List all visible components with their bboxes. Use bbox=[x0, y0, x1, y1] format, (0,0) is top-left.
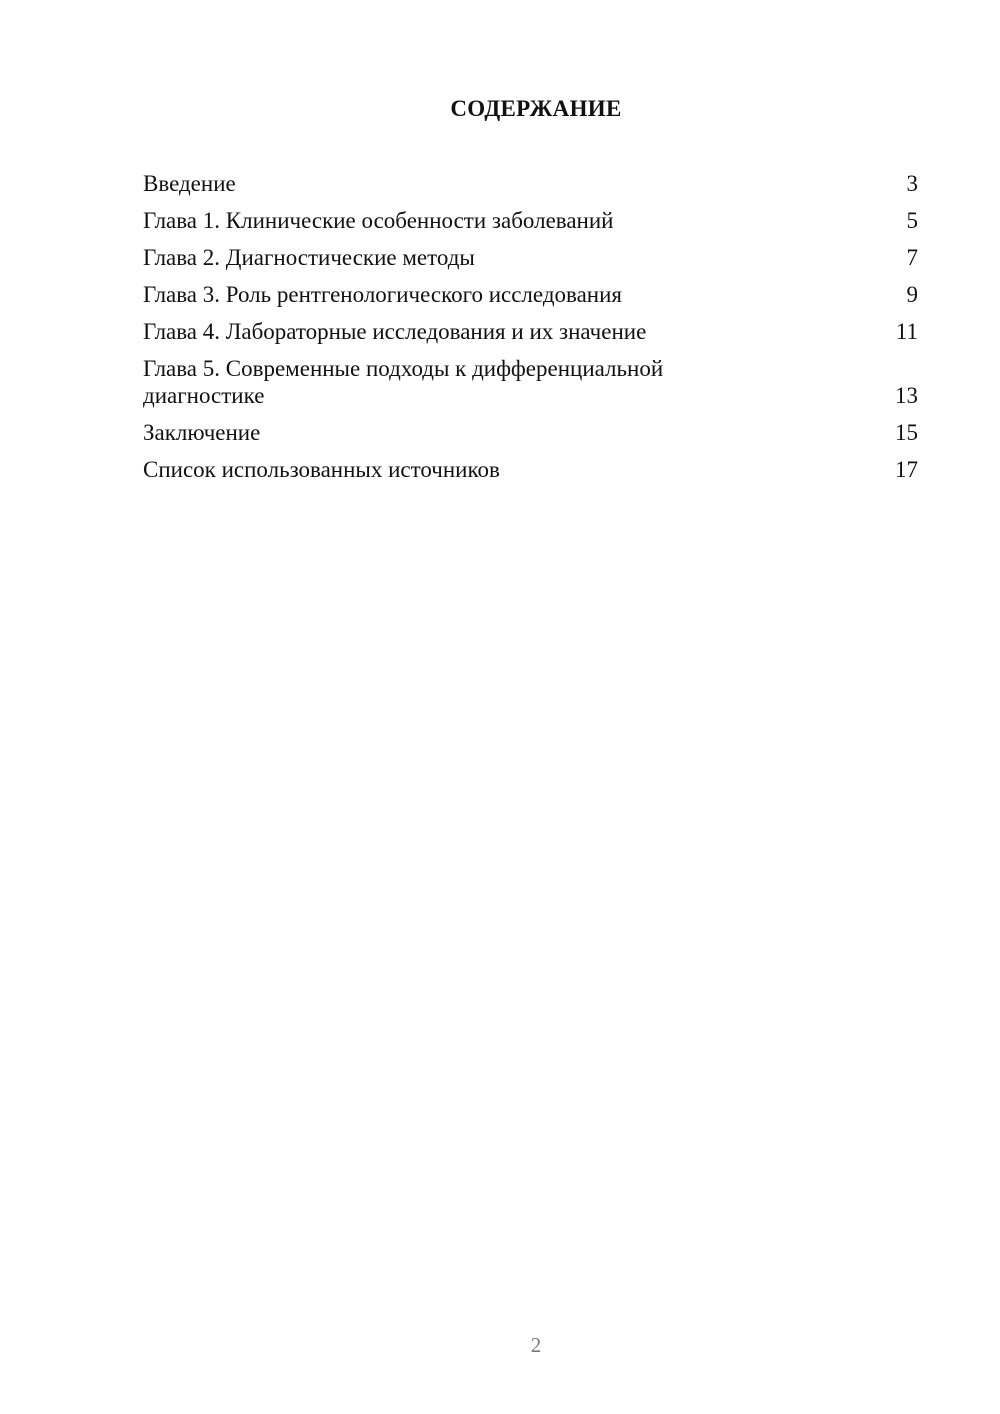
toc-entry-label: Список использованных источников bbox=[143, 457, 500, 482]
toc-entry-chapter-4 bbox=[143, 318, 918, 345]
toc-entry-page: 5 bbox=[906, 208, 918, 233]
toc-entry-page: 9 bbox=[906, 282, 918, 307]
page-number: 2 bbox=[530, 1333, 542, 1357]
toc-entry-references bbox=[143, 456, 918, 483]
page-title: СОДЕРЖАНИЕ bbox=[450, 96, 622, 121]
toc-entry-label: Глава 3. Роль рентгенологического исследования bbox=[143, 282, 622, 307]
toc-entry-label: Заключение bbox=[143, 420, 261, 445]
toc-entry-chapter-2 bbox=[143, 244, 918, 271]
toc-entry-label: Глава 5. Современные подходы к дифференциальной диагностике bbox=[143, 356, 664, 408]
table-of-contents bbox=[143, 170, 918, 493]
toc-entry-conclusion bbox=[143, 419, 918, 446]
toc-entry-label: Введение bbox=[143, 171, 236, 196]
toc-entry-page: 3 bbox=[906, 171, 918, 196]
toc-entry-chapter-1 bbox=[143, 207, 918, 234]
toc-entry-label: Глава 1. Клинические особенности заболеваний bbox=[143, 208, 614, 233]
toc-entry-page: 7 bbox=[906, 245, 918, 270]
toc-entry-label: Глава 2. Диагностические методы bbox=[143, 245, 475, 270]
toc-entry-page: 17 bbox=[895, 457, 918, 482]
toc-entry-chapter-3 bbox=[143, 281, 918, 308]
toc-entry-chapter-5 bbox=[143, 355, 918, 409]
toc-entry-label: Глава 4. Лабораторные исследования и их значение bbox=[143, 319, 647, 344]
toc-entry-page: 13 bbox=[895, 383, 918, 408]
toc-entry-page: 15 bbox=[895, 420, 918, 445]
toc-entry-introduction bbox=[143, 170, 918, 197]
toc-entry-page: 11 bbox=[895, 319, 918, 344]
